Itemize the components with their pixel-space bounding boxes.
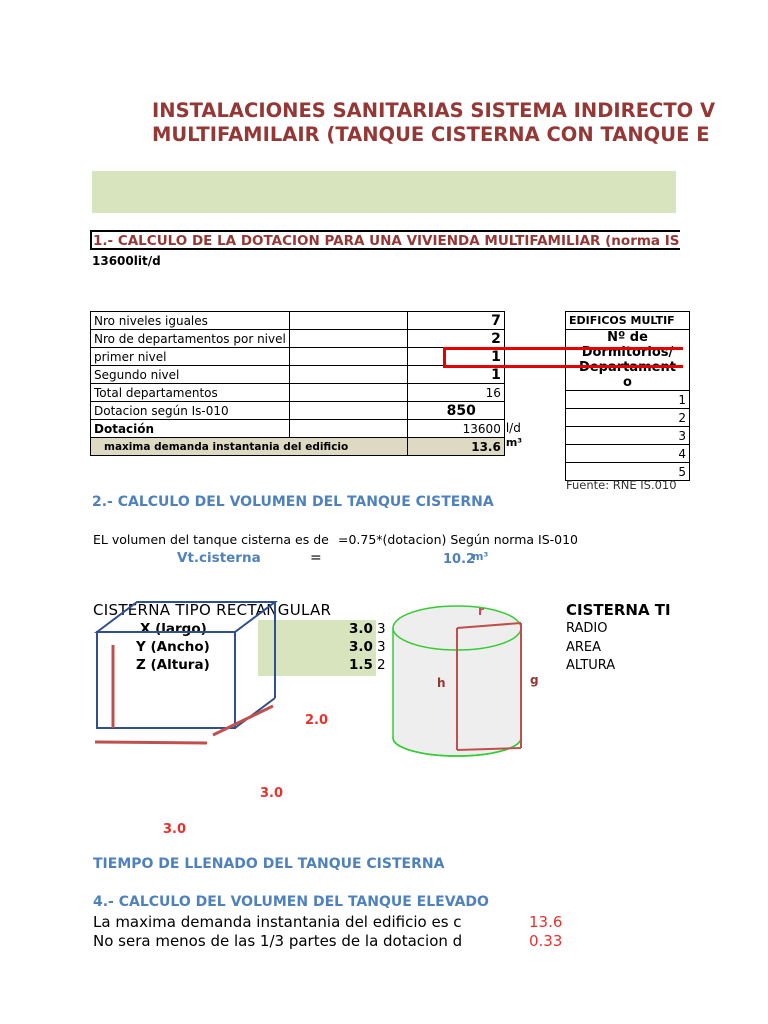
table-source: Fuente: RNE IS.010 [566,478,677,492]
dim-y-extra: 3 [377,639,386,655]
row-value [407,436,523,456]
cyl-label-area: AREA [566,640,602,655]
section4-heading: 4.- CALCULO DEL VOLUMEN DEL TANQUE ELEVADO [93,894,489,910]
table-row [566,409,690,427]
section4-line1: La maxima demanda instantania del edificio es c [93,913,462,931]
box-diagram [85,600,285,750]
rect-heading: CISTERNA TIPO RECTANGULAR [93,601,332,619]
table-row [91,366,505,384]
vt-value: 10.2 [443,552,476,567]
table-row [91,420,505,438]
header-line: Departament [579,360,676,375]
cyl-label-radio: RADIO [566,621,608,636]
row-label: primer nivel [91,348,290,366]
dim-z-label: Z (Altura) [136,657,210,673]
dotacion-value: 13600 [462,421,501,436]
row-value: 3 [566,427,690,445]
row-value: 1 [407,348,504,366]
green-band [92,171,676,213]
row-label: Total departamentos [91,384,290,402]
row-label: Dotacion según Is-010 [91,402,290,420]
section4-value2: 0.33 [529,932,563,950]
row-value [407,420,521,438]
row-value: 1 [407,366,504,384]
section1-subtitle: 13600lit/d [92,254,161,268]
table-row [566,427,690,445]
table-row [566,445,690,463]
max-demand-value: 13.6 [471,439,501,454]
row-value: 16 [407,384,504,402]
row-label: maxima demanda instantania del edificio [91,438,408,456]
edificios-table [565,311,690,481]
row-label: Nro de departamentos por nivel [91,330,290,348]
header-line: o [623,375,632,390]
row-value: 2 [566,409,690,427]
dotacion-table [90,311,523,456]
row-value: 1 [566,391,690,409]
table-row [91,438,505,456]
max-demand-unit: m³ [505,436,523,449]
row-label: Nro niveles iguales [91,312,290,330]
cylinder-diagram [388,598,528,770]
dim-y-value: 3.0 [349,639,373,655]
volume-text-right: =0.75*(dotacion) Según norma IS-010 [338,532,579,547]
dim-x-extra: 3 [377,621,386,637]
dim-z-extra: 2 [377,657,386,673]
row-label: Dotación [91,420,290,438]
vt-equals: = [310,550,322,566]
volume-text-left: EL volumen del tanque cisterna es de [93,532,329,547]
row-label: Segundo nivel [91,366,290,384]
highlight-box [443,347,683,368]
vt-label: Vt.cisterna [177,550,261,566]
header-line: Nº de [607,330,648,345]
cyl-heading: CISTERNA TI [566,601,671,619]
table-row [566,391,690,409]
row-value: 5 [566,463,690,481]
row-value: 2 [407,330,504,348]
title-line-2: MULTIFAMILAIR (TANQUE CISTERNA CON TANQUE E [152,123,710,146]
dim-label-3b: 3.0 [163,822,187,837]
cyl-h-label: h [437,676,446,690]
dim-label-3a: 3.0 [260,786,284,801]
header-line: Dormitorios/ [581,345,674,360]
dim-label-2: 2.0 [305,713,329,728]
row-value: 4 [566,445,690,463]
dim-x-value: 3.0 [349,621,373,637]
title-line-1: INSTALACIONES SANITARIAS SISTEMA INDIRECTO V [152,99,716,122]
table-row [91,330,505,348]
vt-unit: m³ [472,550,489,563]
table-row [91,402,505,420]
row-value: 850 [407,402,504,420]
edificios-table-wrap [565,311,686,479]
section2-heading: 2.- CALCULO DEL VOLUMEN DEL TANQUE CISTERNA [92,494,494,510]
section3-heading: TIEMPO DE LLENADO DEL TANQUE CISTERNA [93,856,445,872]
section4-line2: No sera menos de las 1/3 partes de la dotacion d [93,932,463,950]
section4-value1: 13.6 [529,913,563,931]
row-value: 7 [407,312,504,330]
table-row [91,384,505,402]
dim-y-label: Y (Ancho) [136,639,210,655]
dim-z-value: 1.5 [349,657,373,673]
cyl-label-altura: ALTURA [566,658,616,673]
section1-heading: 1.- CALCULO DE LA DOTACION PARA UNA VIVIENDA MULTIFAMILIAR (norma IS [93,233,680,249]
edificios-header: EDIFICOS MULTIF [566,312,690,330]
cyl-r-label: r [478,604,484,618]
table-row [91,312,505,330]
dotacion-unit: l/d [505,421,521,435]
cyl-g-label: g [530,673,539,687]
dim-x-label: X (largo) [140,621,207,637]
